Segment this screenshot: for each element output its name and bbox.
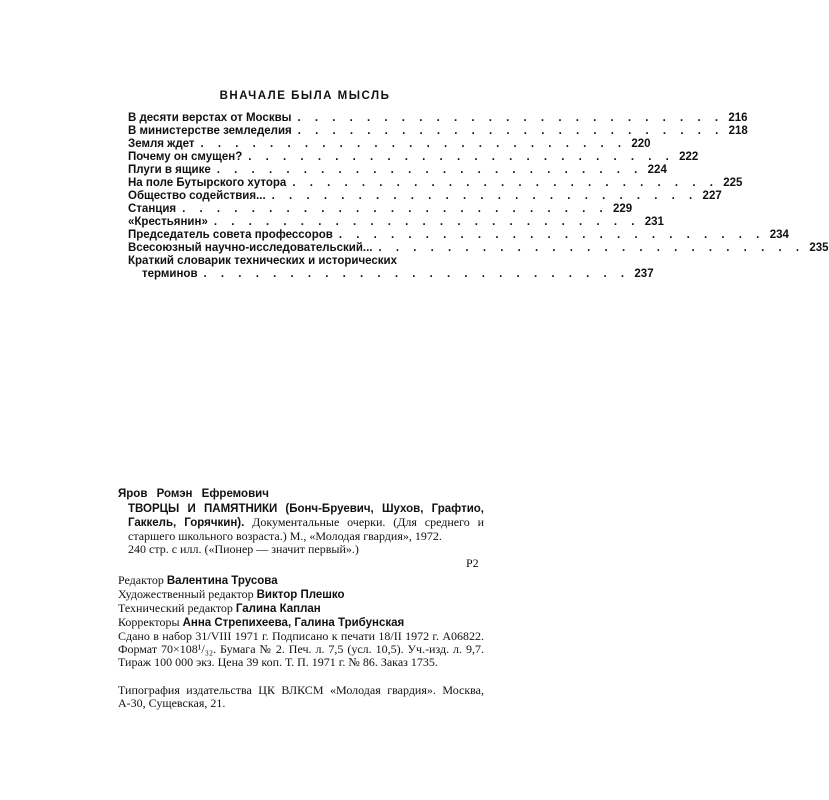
author-name: Яров Ромэн Ефремович xyxy=(118,488,269,500)
credit-role: Художественный редактор xyxy=(118,587,254,601)
toc-leader-dots: . . . . . . . . . . . . . . . . . . . . . . . . . xyxy=(248,151,675,163)
toc-leader-dots: . . . . . . . . . . . . . . . . . . . . . . . . . xyxy=(292,177,719,189)
credit-name: Валентина Трусова xyxy=(166,575,278,587)
credit-role: Технический редактор xyxy=(118,601,233,615)
toc-entry-page: 227 xyxy=(702,190,722,202)
book-description xyxy=(128,502,484,556)
credit-line xyxy=(118,588,488,602)
credit-line xyxy=(118,574,488,588)
credit-role: Корректоры xyxy=(118,615,180,629)
toc-entry-title: Почему он смущен? xyxy=(128,151,243,163)
toc-entry-title: В министерстве земледелия xyxy=(128,125,292,137)
credits-block xyxy=(118,574,488,630)
classification-code: Р2 xyxy=(466,556,479,570)
section-title: ВНАЧАЛЕ БЫЛА МЫСЛЬ xyxy=(219,90,391,102)
toc-entry-page: 225 xyxy=(723,177,743,189)
toc-entry-title: Плуги в ящике xyxy=(128,164,211,176)
toc-entry-title: Краткий словарик технических и исторических xyxy=(128,255,397,267)
toc-leader-dots: . . . . . . . . . . . . . . . . . . . . . . . . . xyxy=(297,125,724,137)
toc-entry xyxy=(128,229,789,242)
toc-entry-page: 224 xyxy=(647,164,667,176)
credit-name: Галина Каплан xyxy=(235,603,321,615)
credit-line xyxy=(118,602,488,616)
toc-entry xyxy=(128,164,667,177)
pages-note: 240 стр. с илл. («Пионер — значит первый».) xyxy=(128,542,359,556)
toc-entry-title: терминов xyxy=(142,268,198,280)
print-details: Сдано в набор 31/VIII 1971 г. Подписано к печати 18/II 1972 г. А06822. Формат 70×108¹/₃₂. Бумага № 2. Печ. л. 7,5 (усл. 10,5). Уч.-изд. л. 9,7. Тираж 100 000 экз. Цена 39 коп. Т. П. 1971 г. № 86. Заказ 1735. xyxy=(118,629,484,669)
toc-leader-dots: . . . . . . . . . . . . . . . . . . . . . . . . . xyxy=(213,216,640,228)
toc-leader-dots: . . . . . . . . . . . . . . . . . . . . . . . . . xyxy=(203,268,630,280)
book-subtitle: (Бонч-Бруевич, Шухов, Графтио, Гаккель, Горячкин). xyxy=(128,503,484,529)
table-of-contents xyxy=(128,112,829,281)
toc-leader-dots: . . . . . . . . . . . . . . . . . . . . . . . . . xyxy=(378,242,805,254)
toc-entry-title: Общество содействия... xyxy=(128,190,266,202)
toc-entry-title: «Крестьянин» xyxy=(128,216,208,228)
toc-entry-page: 216 xyxy=(728,112,748,124)
toc-entry-page: 218 xyxy=(728,125,748,137)
toc-entry xyxy=(128,216,664,229)
toc-entry xyxy=(128,177,743,190)
toc-entry-title: Станция xyxy=(128,203,177,215)
toc-entry-title: Председатель совета профессоров xyxy=(128,229,333,241)
toc-entry xyxy=(128,268,654,281)
toc-entry-page: 235 xyxy=(809,242,829,254)
credit-role: Редактор xyxy=(118,573,164,587)
toc-entry xyxy=(128,203,633,216)
toc-leader-dots: . . . . . . . . . . . . . . . . . . . . . . . . . xyxy=(200,138,627,150)
toc-entry xyxy=(128,138,651,151)
toc-entry-title: В десяти верстах от Москвы xyxy=(128,112,292,124)
toc-entry-page: 229 xyxy=(613,203,633,215)
toc-leader-dots: . . . . . . . . . . . . . . . . . . . . . . . . . xyxy=(271,190,698,202)
credit-name: Виктор Плешко xyxy=(256,589,345,601)
toc-entry xyxy=(128,255,486,268)
toc-entry-page: 234 xyxy=(769,229,789,241)
toc-leader-dots: . . . . . . . . . . . . . . . . . . . . . . . . . xyxy=(297,112,724,124)
toc-entry-page: 222 xyxy=(679,151,699,163)
book-title: ТВОРЦЫ И ПАМЯТНИКИ xyxy=(128,503,278,515)
toc-entry xyxy=(128,151,699,164)
toc-entry-title: На поле Бутырского хутора xyxy=(128,177,287,189)
toc-entry-title: Земля ждет xyxy=(128,138,195,150)
toc-entry-page: 220 xyxy=(631,138,651,150)
toc-entry-page: 231 xyxy=(644,216,664,228)
book-annotation: Документальные очерки. (Для среднего и старшего школьного возраста.) М., «Молодая гвардия», 1972. xyxy=(128,515,485,543)
toc-entry-page: 237 xyxy=(634,268,654,280)
toc-entry xyxy=(128,112,748,125)
toc-leader-dots: . . . . . . . . . . . . . . . . . . . . . . . . . xyxy=(182,203,609,215)
printer-address: Типография издательства ЦК ВЛКСМ «Молодая гвардия». Москва, А-30, Сущевская, 21. xyxy=(118,683,484,710)
toc-entry xyxy=(128,125,748,138)
toc-leader-dots: . . . . . . . . . . . . . . . . . . . . . . . . . xyxy=(338,229,765,241)
credit-name: Анна Стрепихеева, Галина Трибунская xyxy=(182,617,405,629)
toc-entry xyxy=(128,242,829,255)
credit-line xyxy=(118,616,488,630)
toc-leader-dots: . . . . . . . . . . . . . . . . . . . . . . . . . xyxy=(216,164,643,176)
toc-entry xyxy=(128,190,722,203)
toc-entry-title: Всесоюзный научно-исследовательский... xyxy=(128,242,373,254)
